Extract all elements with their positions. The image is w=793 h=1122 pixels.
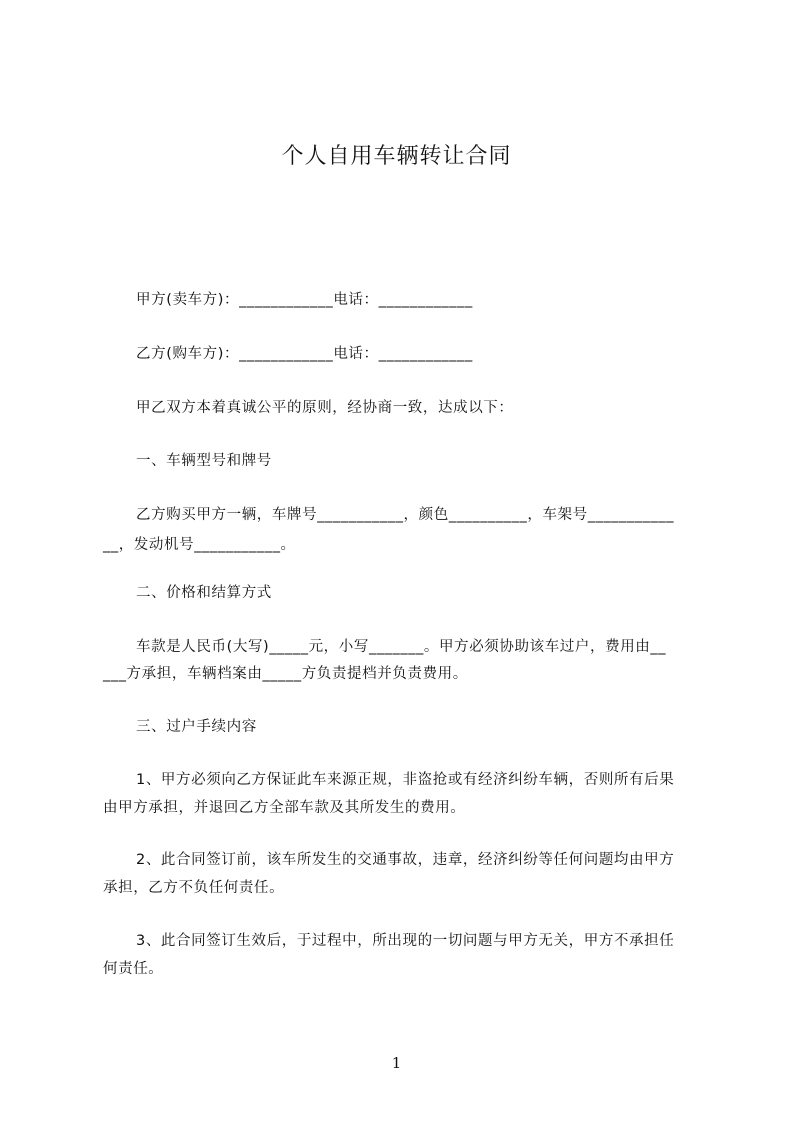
- section-1-line-2: __，发动机号___________。: [103, 537, 296, 553]
- party-b-line: 乙方(购车方)：____________电话：____________: [136, 346, 473, 362]
- section-2-line-1: 车款是人民币(大写)_____元，小写_______。甲方必须协助该车过户，费用由__: [136, 639, 667, 655]
- section-1-heading: 一、车辆型号和牌号: [136, 453, 272, 469]
- clause-3-line-2: 何责任。: [103, 961, 164, 977]
- page-number: 1: [391, 1054, 402, 1072]
- section-3-heading: 三、过户手续内容: [136, 719, 257, 735]
- clause-2-line-1: 2、此合同签订前，该车所发生的交通事故，违章，经济纠纷等任何问题均由甲方: [136, 852, 675, 868]
- party-a-line: 甲方(卖车方)：____________电话：____________: [136, 292, 473, 308]
- clause-1-line-1: 1、甲方必须向乙方保证此车来源正规，非盗抢或有经济纠纷车辆，否则所有后果: [136, 772, 675, 788]
- intro-paragraph: 甲乙双方本着真诚公平的原则，经协商一致，达成以下：: [136, 400, 514, 416]
- section-1-line-1: 乙方购买甲方一辆，车牌号___________，颜色__________，车架号___________: [136, 507, 675, 523]
- clause-3-line-1: 3、此合同签订生效后，于过程中，所出现的一切问题与甲方无关，甲方不承担任: [136, 933, 675, 949]
- section-2-line-2: ___方承担，车辆档案由_____方负责提档并负责费用。: [103, 666, 468, 682]
- section-2-heading: 二、价格和结算方式: [136, 585, 272, 601]
- clause-1-line-2: 由甲方承担，并退回乙方全部车款及其所发生的费用。: [103, 800, 466, 816]
- clause-2-line-2: 承担，乙方不负任何责任。: [103, 880, 285, 896]
- document-title: 个人自用车辆转让合同: [281, 144, 512, 169]
